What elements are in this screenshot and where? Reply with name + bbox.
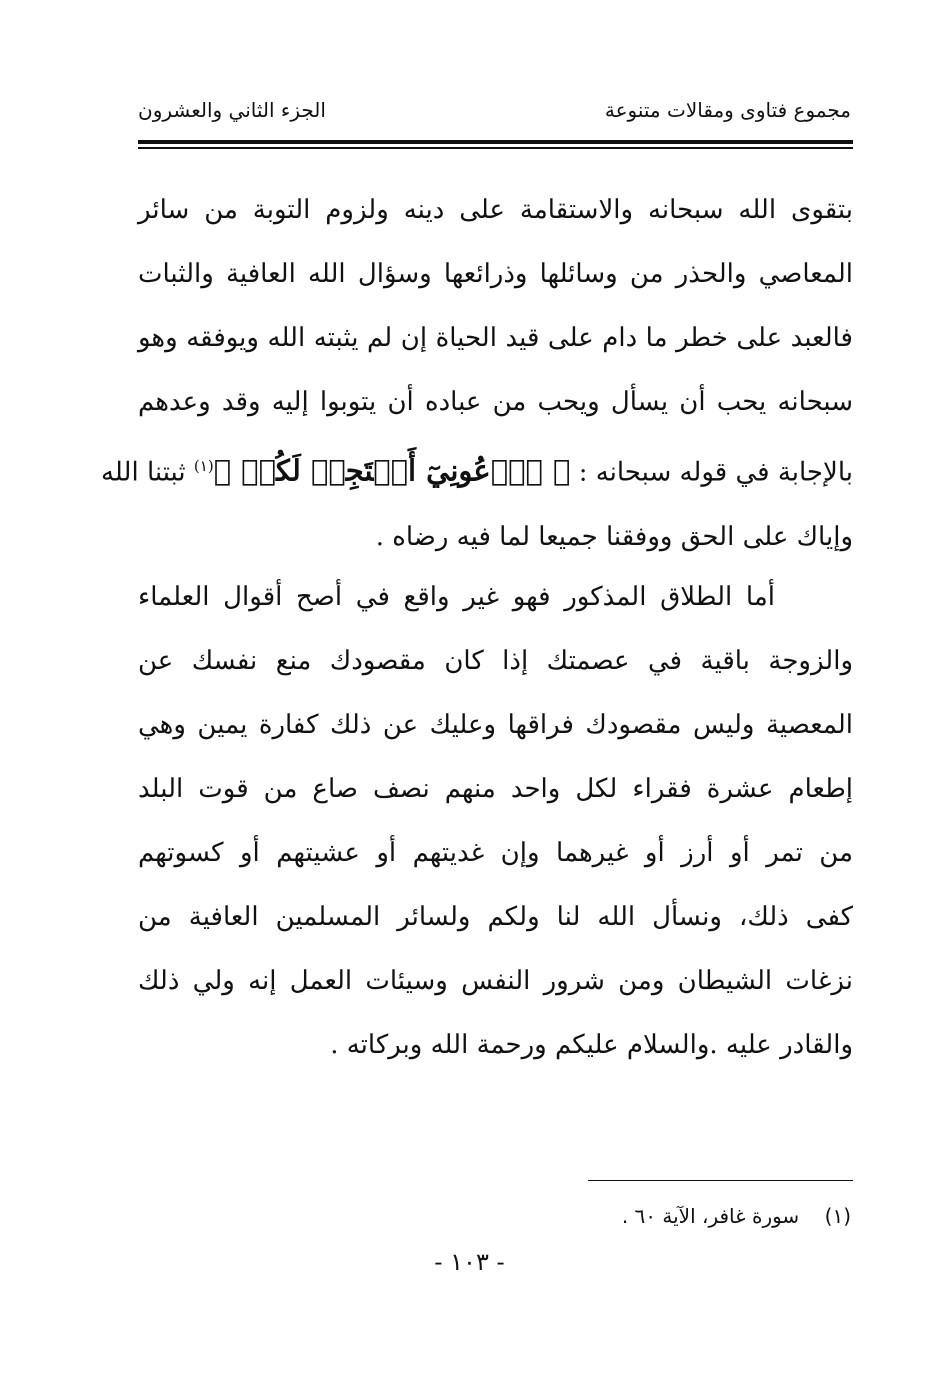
paragraph-line: كفى ذلك، ونسأل الله لنا ولكم ولسائر المسلمين العافية من (138, 902, 853, 932)
footnote-marker: (١) (824, 1204, 851, 1228)
header-rule-thin (138, 147, 853, 149)
header-rule-thick (138, 140, 853, 144)
paragraph-line: إطعام عشرة فقراء لكل واحد منهم نصف صاع من قوت البلد (138, 774, 853, 804)
paragraph-line-with-verse (100, 434, 853, 505)
paragraph-line: فالعبد على خطر ما دام على قيد الحياة إن لم يثبته الله ويوفقه وهو (138, 323, 853, 353)
paragraph-line: سبحانه يحب أن يسأل ويحب من عباده أن يتوبوا إليه وقد وعدهم (138, 387, 853, 417)
header-volume: الجزء الثاني والعشرون (138, 98, 326, 122)
line-text: بالإجابة في قوله سبحانه : (578, 457, 853, 488)
paragraph-line: وإياك على الحق ووفقنا جميعا لما فيه رضاه . (375, 521, 853, 552)
paragraph-2 (138, 565, 853, 1077)
paragraph-line: المعاصي والحذر من وسائلها وذرائعها وسؤال الله العافية والثبات (138, 259, 853, 289)
paragraph-1 (100, 178, 853, 569)
page-number: - ١٠٣ - (434, 1248, 505, 1276)
line-text: ثبتنا الله (100, 457, 186, 488)
line-text: أما الطلاق المذكور فهو غير واقع في أصح أقوال العلماء (138, 582, 775, 612)
paragraph-line: نزغات الشيطان ومن شرور النفس وسيئات العمل إنه ولي ذلك (138, 966, 853, 996)
footnote (622, 1204, 851, 1228)
footnote-text: سورة غافر، الآية ٦٠ . (621, 1204, 800, 1228)
paragraph-line: والزوجة باقية في عصمتك إذا كان مقصودك منع نفسك عن (138, 646, 853, 676)
quran-verse: ﴿ ٱدۡعُونِيٓ أَسۡتَجِبۡ لَكُمۡ ﴾ (213, 453, 571, 488)
footnote-reference: (١) (193, 457, 214, 475)
paragraph-line: المعصية وليس مقصودك فراقها وعليك عن ذلك كفارة يمين وهي (138, 710, 853, 740)
paragraph-line: بتقوى الله سبحانه والاستقامة على دينه ولزوم التوبة من سائر (138, 195, 853, 225)
header-book-title: مجموع فتاوى ومقالات متنوعة (604, 98, 851, 122)
footnote-rule (588, 1180, 853, 1181)
paragraph-line (138, 565, 853, 629)
paragraph-line: من تمر أو أرز أو غيرهما وإن غديتهم أو عشيتهم أو كسوتهم (138, 838, 853, 868)
paragraph-line: والقادر عليه .والسلام عليكم ورحمة الله وبركاته . (330, 1030, 853, 1060)
